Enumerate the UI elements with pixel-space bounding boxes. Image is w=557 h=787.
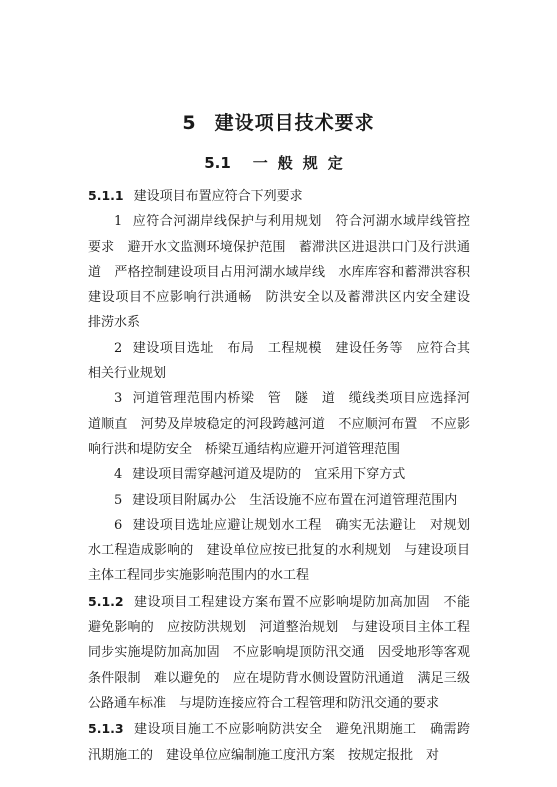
- item-number: 3: [114, 391, 123, 407]
- paragraph-text: 建设项目需穿越河道及堤防的 宜采用下穿方式: [132, 467, 406, 483]
- item-number: 2: [114, 340, 123, 356]
- list-item: [88, 513, 470, 589]
- item-number: 1: [114, 214, 123, 230]
- clause-number: 5.1.1: [88, 188, 124, 203]
- chapter-title: 建设项目技术要求: [214, 112, 375, 134]
- clause-paragraph: [88, 716, 470, 768]
- item-number: 6: [114, 517, 123, 533]
- paragraph-text: 应符合河湖岸线保护与利用规划 符合河湖水域岸线管控要求 避开水文监测环境保护范围 蓄滞洪区进退洪口门及行洪通道 严格控制建设项目占用河湖水域岸线 水库库容和蓄滞洪容积 建设项目不应影响行洪通畅 防洪安全以及蓄滞洪区内安全建设 排涝水系: [88, 214, 484, 331]
- paragraph-text: 建设项目选址应避让规划水工程 确实无法避让 对规划水工程造成影响的 建设单位应按已批复的水利规划 与建设项目主体工程同步实施影响范围内的水工程: [88, 517, 470, 584]
- item-number: 4: [114, 467, 123, 483]
- list-item: [88, 386, 470, 462]
- paragraph-text: 建设项目选址 布局 工程规模 建设任务等 应符合其相关行业规划: [88, 340, 470, 382]
- paragraph-text: 河道管理范围内桥梁 管 隧 道 缆线类项目应选择河道顺直 河势及岸坡稳定的河段跨越河道 不应顺河布置 不应影响行洪和堤防安全 桥梁互通结构应避开河道管理范围: [88, 391, 470, 457]
- clause-paragraph: [88, 183, 470, 209]
- list-item: [88, 462, 470, 487]
- paragraph-text: 建设项目施工不应影响防洪安全 避免汛期施工 确需跨汛期施工的 建设单位应编制施工度汛方案 按规定报批 对: [88, 722, 470, 763]
- clause-number: 5.1.2: [88, 593, 124, 609]
- chapter-heading: [0, 108, 557, 135]
- document-body: [88, 183, 484, 768]
- list-item: [88, 209, 484, 335]
- section-heading: [0, 152, 557, 173]
- item-number: 5: [114, 492, 123, 508]
- chapter-number: 5: [182, 112, 197, 134]
- clause-paragraph: [88, 589, 470, 716]
- section-title: 一般规定: [252, 154, 353, 172]
- section-number: 5.1: [204, 154, 231, 172]
- paragraph-text: 建设项目工程建设方案布置不应影响堤防加高加固 不能避免影响的 应按防洪规划 河道整治规划 与建设项目主体工程同步实施堤防加高加固 不应影响堤顶防汛交通 因受地形等客观条件限制 难以避免的 应在堤防背水侧设置防汛通道 满足三级公路通车标准 与堤防连接应符合工程管理和防汛交通的要求: [88, 594, 470, 711]
- paragraph-text: 建设项目布置应符合下列要求: [133, 189, 303, 204]
- clause-number: 5.1.3: [88, 721, 124, 737]
- list-item: [88, 336, 470, 387]
- list-item: [88, 488, 470, 513]
- paragraph-text: 建设项目附属办公 生活设施不应布置在河道管理范围内: [132, 492, 458, 508]
